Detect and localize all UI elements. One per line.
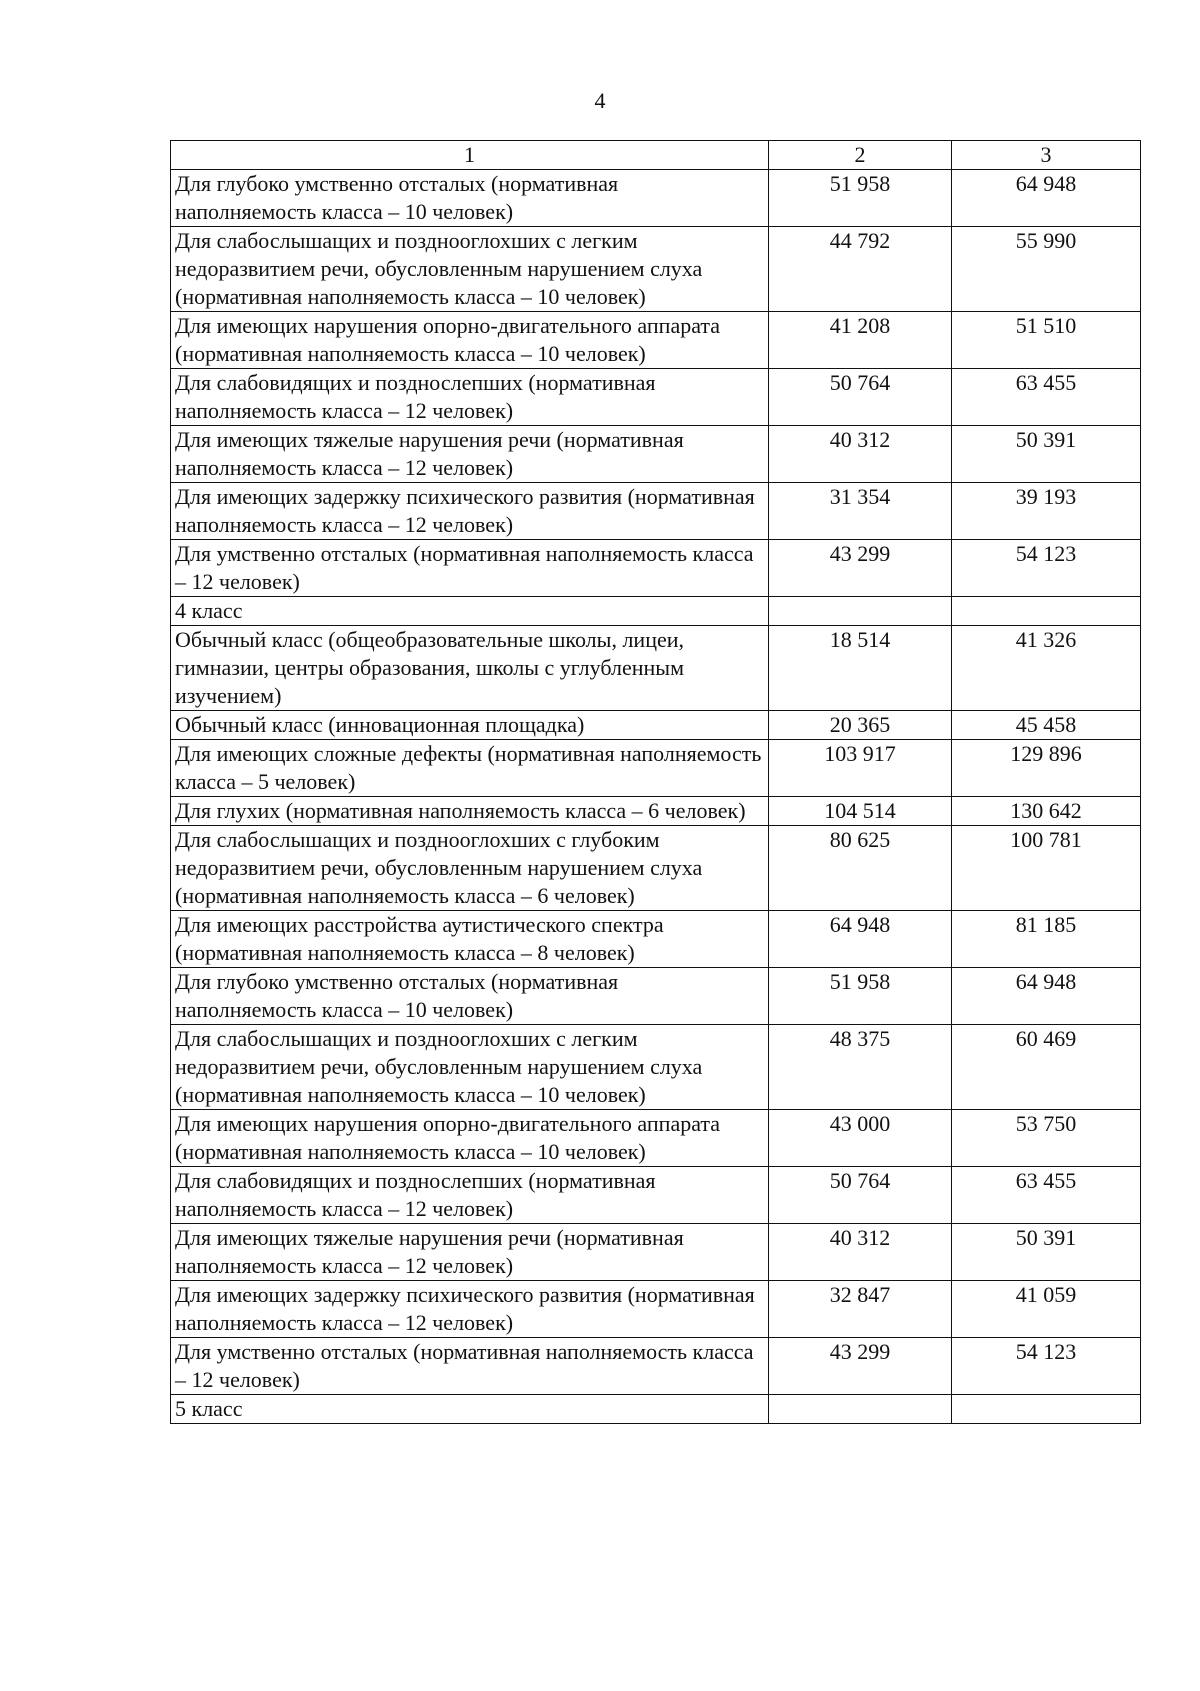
table-row xyxy=(171,740,1141,797)
row-value-col2: 51 958 xyxy=(769,968,952,1025)
row-value-col3: 39 193 xyxy=(952,483,1141,540)
row-value-col3: 50 391 xyxy=(952,426,1141,483)
row-description: Для имеющих сложные дефекты (нормативная наполняемость класса – 5 человек) xyxy=(171,740,769,797)
row-value-col3: 54 123 xyxy=(952,540,1141,597)
row-description: Для умственно отсталых (нормативная наполняемость класса – 12 человек) xyxy=(171,540,769,597)
row-value-col3: 53 750 xyxy=(952,1110,1141,1167)
row-value-col2: 43 299 xyxy=(769,540,952,597)
row-value-col2 xyxy=(769,1395,952,1424)
row-value-col3: 63 455 xyxy=(952,1167,1141,1224)
table-row xyxy=(171,483,1141,540)
row-value-col3 xyxy=(952,597,1141,626)
row-value-col2: 50 764 xyxy=(769,369,952,426)
row-value-col2: 64 948 xyxy=(769,911,952,968)
row-value-col3: 41 059 xyxy=(952,1281,1141,1338)
table-row xyxy=(171,369,1141,426)
row-value-col3: 64 948 xyxy=(952,170,1141,227)
table-row xyxy=(171,711,1141,740)
row-value-col2: 104 514 xyxy=(769,797,952,826)
row-value-col3: 41 326 xyxy=(952,626,1141,711)
row-value-col2 xyxy=(769,597,952,626)
table-row xyxy=(171,1395,1141,1424)
row-value-col2: 43 000 xyxy=(769,1110,952,1167)
row-value-col2: 31 354 xyxy=(769,483,952,540)
table-row xyxy=(171,597,1141,626)
funding-table xyxy=(170,140,1141,1424)
row-value-col3: 45 458 xyxy=(952,711,1141,740)
row-value-col3: 81 185 xyxy=(952,911,1141,968)
row-value-col2: 44 792 xyxy=(769,227,952,312)
table-row xyxy=(171,1110,1141,1167)
row-description: Для имеющих задержку психического развития (нормативная наполняемость класса – 12 человек) xyxy=(171,483,769,540)
table-row xyxy=(171,626,1141,711)
row-value-col3: 50 391 xyxy=(952,1224,1141,1281)
row-description: Обычный класс (инновационная площадка) xyxy=(171,711,769,740)
row-description: Для слабовидящих и позднослепших (нормативная наполняемость класса – 12 человек) xyxy=(171,369,769,426)
row-value-col3: 55 990 xyxy=(952,227,1141,312)
row-value-col2: 40 312 xyxy=(769,426,952,483)
row-description: Для умственно отсталых (нормативная наполняемость класса – 12 человек) xyxy=(171,1338,769,1395)
table-row xyxy=(171,826,1141,911)
column-header-2: 2 xyxy=(769,141,952,170)
table-row xyxy=(171,797,1141,826)
row-value-col2: 48 375 xyxy=(769,1025,952,1110)
row-description: Для глубоко умственно отсталых (нормативная наполняемость класса – 10 человек) xyxy=(171,968,769,1025)
table-body xyxy=(171,170,1141,1424)
row-description: Для глубоко умственно отсталых (нормативная наполняемость класса – 10 человек) xyxy=(171,170,769,227)
page-number: 4 xyxy=(594,88,606,113)
table-row xyxy=(171,540,1141,597)
row-description: Для слабовидящих и позднослепших (нормативная наполняемость класса – 12 человек) xyxy=(171,1167,769,1224)
row-value-col2: 43 299 xyxy=(769,1338,952,1395)
table-row xyxy=(171,1281,1141,1338)
row-description: Для имеющих расстройства аутистического спектра (нормативная наполняемость класса – 8 человек) xyxy=(171,911,769,968)
row-description: Для слабослышащих и позднооглохших с легким недоразвитием речи, обусловленным нарушением слуха (нормативная наполняемость класса – 10 человек) xyxy=(171,1025,769,1110)
table-row xyxy=(171,426,1141,483)
row-description: Для слабослышащих и позднооглохших с глубоким недоразвитием речи, обусловленным нарушением слуха (нормативная наполняемость класса – 6 человек) xyxy=(171,826,769,911)
row-description: Для глухих (нормативная наполняемость класса – 6 человек) xyxy=(171,797,769,826)
row-description: Для имеющих тяжелые нарушения речи (нормативная наполняемость класса – 12 человек) xyxy=(171,426,769,483)
row-value-col3: 60 469 xyxy=(952,1025,1141,1110)
row-value-col3: 63 455 xyxy=(952,369,1141,426)
row-value-col2: 32 847 xyxy=(769,1281,952,1338)
row-value-col3: 64 948 xyxy=(952,968,1141,1025)
row-description: 5 класс xyxy=(171,1395,769,1424)
row-value-col3: 129 896 xyxy=(952,740,1141,797)
row-value-col3: 54 123 xyxy=(952,1338,1141,1395)
row-description: Обычный класс (общеобразовательные школы, лицеи, гимназии, центры образования, школы с углубленным изучением) xyxy=(171,626,769,711)
row-value-col3: 100 781 xyxy=(952,826,1141,911)
row-value-col3: 130 642 xyxy=(952,797,1141,826)
column-header-1: 1 xyxy=(171,141,769,170)
table-header-row xyxy=(171,141,1141,170)
row-value-col3: 51 510 xyxy=(952,312,1141,369)
column-header-3: 3 xyxy=(952,141,1141,170)
table-row xyxy=(171,170,1141,227)
row-value-col2: 80 625 xyxy=(769,826,952,911)
table-row xyxy=(171,1167,1141,1224)
row-value-col2: 40 312 xyxy=(769,1224,952,1281)
table-row xyxy=(171,1338,1141,1395)
table-row xyxy=(171,1224,1141,1281)
table-row xyxy=(171,227,1141,312)
row-value-col3 xyxy=(952,1395,1141,1424)
row-value-col2: 20 365 xyxy=(769,711,952,740)
table-row xyxy=(171,312,1141,369)
table-row xyxy=(171,968,1141,1025)
row-value-col2: 103 917 xyxy=(769,740,952,797)
row-value-col2: 50 764 xyxy=(769,1167,952,1224)
row-description: Для имеющих тяжелые нарушения речи (нормативная наполняемость класса – 12 человек) xyxy=(171,1224,769,1281)
row-value-col2: 18 514 xyxy=(769,626,952,711)
table-row xyxy=(171,911,1141,968)
table-row xyxy=(171,1025,1141,1110)
row-description: 4 класс xyxy=(171,597,769,626)
row-description: Для имеющих задержку психического развития (нормативная наполняемость класса – 12 человек) xyxy=(171,1281,769,1338)
row-description: Для слабослышащих и позднооглохших с легким недоразвитием речи, обусловленным нарушением слуха (нормативная наполняемость класса – 10 человек) xyxy=(171,227,769,312)
row-description: Для имеющих нарушения опорно-двигательного аппарата (нормативная наполняемость класса – 10 человек) xyxy=(171,1110,769,1167)
row-value-col2: 41 208 xyxy=(769,312,952,369)
row-value-col2: 51 958 xyxy=(769,170,952,227)
row-description: Для имеющих нарушения опорно-двигательного аппарата (нормативная наполняемость класса – 10 человек) xyxy=(171,312,769,369)
